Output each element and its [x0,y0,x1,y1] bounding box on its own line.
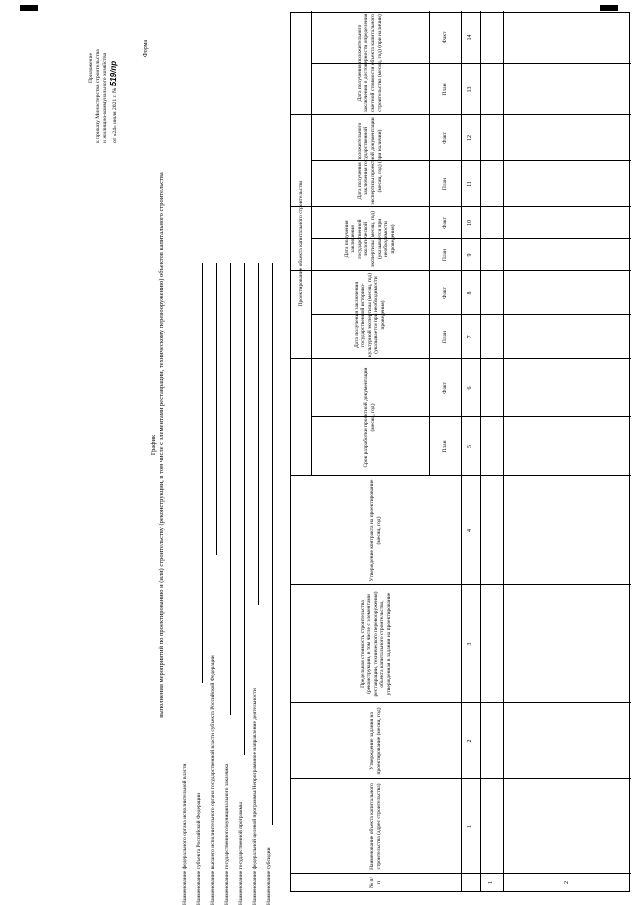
field-line-state-program [244,263,245,755]
form-label: Форма [143,39,149,57]
plan-label: План [441,330,448,344]
field-line-subject [202,263,203,683]
handwritten-order-number: 519/пр [108,60,118,87]
column-number: 4 [467,529,474,532]
header-state-expertise: Дата получения положительного заключения государственной экспертизы проектной документации (месяц, год) (при наличии) [356,117,383,205]
fact-label: Факт [441,287,448,299]
field-line-executive-body [216,263,217,555]
field-customer: Наименование государственного/муниципального заказчика [224,763,230,905]
column-number: 14 [467,34,474,41]
column-number: 9 [467,253,474,257]
field-line-subsidy [272,263,273,825]
column-number: 3 [467,642,474,646]
title-line-1: График [150,434,157,456]
schedule-table [290,12,630,892]
field-line-customer [230,263,231,715]
header-object-name: Наименование объекта капитального строительства (адрес строительства) [369,783,382,870]
header-ecological-expertise: Дата получения заключения государственной экологической экспертизы (месяц, год) (указывается при необходимости проведения) [343,211,396,267]
approval-line-1: Приложение [88,52,94,83]
approval-line-3: и жилищно-коммунального хозяйства [102,52,109,143]
document-title [150,85,166,805]
table-row-number: 2 [563,881,570,884]
approval-block [88,23,119,143]
header-task-approval: Утверждение задания на проектирование (месяц, год) [369,707,382,775]
column-number: 13 [467,86,474,93]
column-number: 7 [467,335,474,339]
field-target-program: Наименование федеральной целевой программы/Непрограммное направление деятельности [252,688,258,905]
field-executive-body: Наименование высшего исполнительного органа государственной власти субъекта Российской Федерации [210,655,216,905]
field-federal-body: Наименование федерального органа исполнительной власти [182,763,188,905]
fact-label: Факт [441,31,448,44]
header-cost-limit: Предельная стоимость строительства (реконструкции, в том числе с элементами реставрации, технического перевооружения) объекта капитального строительства, утвержденная в задании на проектирование [359,591,392,697]
column-number: 11 [467,181,474,187]
header-number: № п/п [369,876,382,889]
header-contract-approval: Утверждение контракта на проектирование (месяц, год) [369,479,382,582]
header-design-group: Проектирование объекта капитального строительства [297,180,304,307]
header-historical-expertise: Дата получения заключения государственной историко-культурной экспертизы (месяц, год) (указывается при необходимости проведения) [353,273,386,357]
field-subject: Наименование субъекта Российской Федерации [196,793,202,905]
field-state-program: Наименование государственной программы [238,802,244,905]
column-number: 2 [467,739,474,743]
column-number: 6 [467,386,474,390]
fact-label: Факт [441,382,448,394]
header-cost-reliability: Дата получения положительного заключения о достоверности определения сметной стоимости объекта капитального строительства (месяц, год) (при наличии) [356,13,383,113]
approval-line-2: к приказу Министерства строительства [95,49,102,143]
column-number: 5 [467,445,474,448]
title-line-2: выполнения мероприятий по проектированию и (или) строительству (реконструкции, в том числе с элементами реставрации, техническому перевооружению) объектов капитального строительства [158,172,165,718]
plan-label: План [441,440,448,453]
header-design-term: Срок разработки проектной документации (месяц, год) [363,367,376,468]
column-number: 12 [467,135,474,141]
plan-label: План [441,83,448,96]
fact-label: Факт [441,132,448,144]
plan-label: План [441,248,448,262]
column-number: 8 [467,291,474,295]
plan-label: План [441,177,448,191]
fact-label: Факт [441,217,448,229]
table-row-number: 1 [488,881,495,884]
field-subsidy: Наименование субсидии [266,847,272,905]
field-line-target-program [258,263,259,605]
approval-line-4: от «24» июля 2021 г. № 519/пр [108,60,118,143]
column-number: 1 [467,825,474,828]
column-number: 10 [467,220,474,226]
